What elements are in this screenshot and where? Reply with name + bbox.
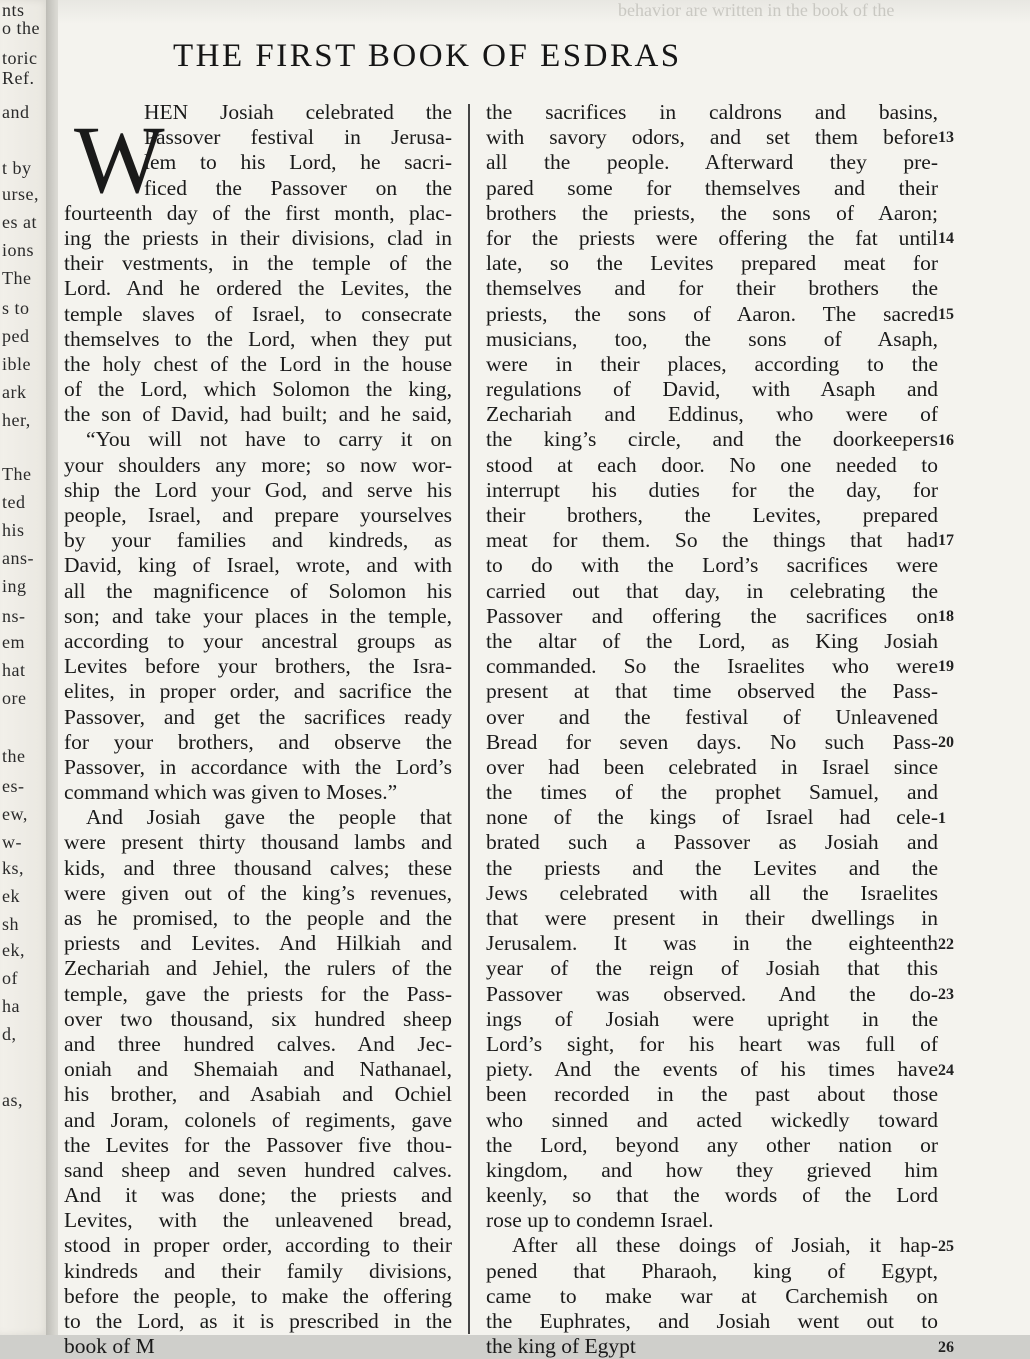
facing-page-edge bbox=[0, 0, 50, 1335]
text-line: temple, gave the priests for the Pass- bbox=[64, 981, 452, 1006]
text-line: kids, and three thousand calves; these bbox=[64, 855, 452, 880]
verse-number: 13 bbox=[938, 129, 954, 147]
facing-page-fragment: ped bbox=[2, 326, 30, 346]
text-line: late, so the Levites prepared meat for bbox=[486, 251, 938, 276]
facing-page-fragment: t by bbox=[2, 158, 32, 178]
text-line: with savory odors, and set them before bbox=[486, 125, 938, 150]
facing-page-fragment: The bbox=[2, 268, 32, 288]
text-line: all the magnificence of Solomon his bbox=[64, 578, 452, 603]
facing-page-fragment: ans- bbox=[2, 548, 34, 568]
text-line: that were present in their dwellings in bbox=[486, 906, 938, 930]
text-line: Passover, in accordance with the Lord’s bbox=[64, 754, 452, 779]
facing-page-fragment: Ref. bbox=[2, 68, 35, 88]
facing-page-fragment: ha bbox=[2, 996, 20, 1016]
text-line: to do with the Lord’s sacrifices were bbox=[486, 553, 938, 578]
verse-number: 14 bbox=[938, 230, 954, 247]
text-line: ship the Lord your God, and serve his bbox=[64, 477, 452, 502]
facing-page-fragment: es at bbox=[2, 212, 37, 232]
verse-number: 15 bbox=[938, 305, 954, 323]
left-column bbox=[64, 100, 452, 1359]
text-line: came to make war at Carchemish on bbox=[486, 1283, 938, 1308]
text-line: Zechariah and Jehiel, the rulers of the bbox=[64, 956, 452, 981]
text-line: elites, in proper order, and sacrifice the bbox=[64, 679, 452, 704]
facing-page-fragment: ark bbox=[2, 382, 27, 402]
text-line: pened that Pharaoh, king of Egypt, bbox=[486, 1258, 938, 1283]
text-line: were in their places, according to the bbox=[486, 351, 938, 376]
text-line: the Euphrates, and Josiah went out to bbox=[486, 1309, 938, 1333]
text-line: Jerusalem. It was in the eighteenth bbox=[486, 931, 938, 956]
book-page bbox=[58, 0, 1030, 1359]
text-line: brated such a Passover as Josiah and bbox=[486, 830, 938, 855]
verse-number: 20 bbox=[938, 734, 954, 751]
text-line: their vestments, in the temple of the bbox=[64, 251, 452, 276]
text-line: kingdom, and how they grieved him bbox=[486, 1157, 938, 1182]
facing-page-fragment: ns- bbox=[2, 606, 26, 626]
text-line: for your brothers, and observe the bbox=[64, 729, 452, 754]
text-line: piety. And the events of his times have bbox=[486, 1057, 938, 1082]
facing-page-fragment: ek bbox=[2, 886, 20, 906]
text-line: the king’s circle, and the doorkeepers bbox=[486, 427, 938, 452]
verse-number: 16 bbox=[938, 431, 954, 449]
facing-page-fragment: d, bbox=[2, 1024, 17, 1044]
text-line: for the priests were offering the fat until bbox=[486, 225, 938, 250]
text-line: book of M bbox=[64, 1334, 155, 1359]
text-line: David, king of Israel, wrote, and with bbox=[64, 553, 452, 578]
text-line: temple slaves of Israel, to consecrate bbox=[64, 301, 452, 326]
text-line: commanded. So the Israelites who were bbox=[486, 654, 938, 679]
text-line: the Lord, beyond any other nation or bbox=[486, 1132, 938, 1157]
facing-page-fragment: sh bbox=[2, 914, 20, 934]
text-line: son; and take your places in the temple, bbox=[64, 603, 452, 628]
drop-cap: W bbox=[74, 106, 165, 213]
verse-number: 19 bbox=[938, 658, 954, 676]
verse-number: 25 bbox=[938, 1238, 954, 1255]
text-line: and Joram, colonels of regiments, gave bbox=[64, 1107, 452, 1132]
text-line: And it was done; the priests and bbox=[64, 1183, 452, 1208]
text-line: pared some for themselves and their bbox=[486, 175, 938, 200]
text-line: their brothers, the Levites, prepared bbox=[486, 503, 938, 527]
facing-page-fragment: o the bbox=[2, 18, 40, 38]
text-line: of the Lord, which Solomon the king, bbox=[64, 377, 452, 402]
text-line: the altar of the Lord, as King Josiah bbox=[486, 628, 938, 653]
text-line: After all these doings of Josiah, it hap- bbox=[512, 1233, 938, 1258]
text-line: Jews celebrated with all the Israelites bbox=[486, 880, 938, 905]
text-line: kindreds and their family divisions, bbox=[64, 1258, 452, 1283]
bleed-through-fragment: behavior are written in the book of the bbox=[618, 0, 895, 20]
facing-page-fragment: nts bbox=[2, 0, 25, 20]
text-line: carried out that day, in celebrating the bbox=[486, 578, 938, 603]
text-line: priests and Levites. And Hilkiah and bbox=[64, 931, 452, 956]
text-line: keenly, so that the words of the Lord bbox=[486, 1183, 938, 1208]
facing-page-fragment: ted bbox=[2, 492, 26, 512]
right-column bbox=[486, 100, 938, 1359]
verse-number: 17 bbox=[938, 532, 954, 550]
text-line: the sacrifices in caldrons and basins, bbox=[486, 100, 938, 124]
text-line: were present thirty thousand lambs and bbox=[64, 830, 452, 855]
text-line: were given out of the king’s revenues, bbox=[64, 880, 452, 905]
text-line: regulations of David, with Asaph and bbox=[486, 377, 938, 402]
text-line: brothers the priests, the sons of Aaron; bbox=[486, 200, 938, 225]
text-line: Bread for seven days. No such Pass- bbox=[486, 729, 938, 754]
facing-page-fragment: s to bbox=[2, 298, 30, 318]
facing-page-fragment: hat bbox=[2, 660, 26, 680]
text-line: year of the reign of Josiah that this bbox=[486, 956, 938, 981]
text-line: Lord’s sight, for his heart was full of bbox=[486, 1031, 938, 1056]
facing-page-fragment: the bbox=[2, 746, 26, 766]
facing-page-fragment: her, bbox=[2, 410, 31, 430]
text-line: Passover was observed. And the do- bbox=[486, 981, 938, 1006]
facing-page-fragment: ible bbox=[2, 354, 31, 374]
text-line: been recorded in the past about those bbox=[486, 1082, 938, 1107]
facing-page-fragment: w- bbox=[2, 832, 22, 852]
text-line: stood at each door. No one needed to bbox=[486, 452, 938, 477]
text-line: Lord. And he ordered the Levites, the bbox=[64, 276, 452, 301]
text-line: his brother, and Asabiah and Ochiel bbox=[64, 1082, 452, 1107]
verse-number: 1 bbox=[938, 809, 946, 827]
text-line: command which was given to Moses.” bbox=[64, 780, 398, 805]
facing-page-fragment: es- bbox=[2, 776, 25, 796]
text-line: and three hundred calves. And Jec- bbox=[64, 1031, 452, 1056]
text-line: HEN Josiah celebrated the bbox=[144, 100, 452, 124]
text-line: Passover, and get the sacrifices ready bbox=[64, 704, 452, 729]
facing-page-fragment: toric bbox=[2, 48, 38, 68]
facing-page-fragment: as, bbox=[2, 1090, 23, 1110]
text-line: stood in proper order, according to their bbox=[64, 1233, 452, 1258]
text-line: interrupt his duties for the day, for bbox=[486, 477, 938, 502]
text-line: present at that time observed the Pass- bbox=[486, 679, 938, 704]
text-line: ing the priests in their divisions, clad in bbox=[64, 225, 452, 250]
text-line: rose up to condemn Israel. bbox=[486, 1208, 714, 1233]
text-line: priests, the sons of Aaron. The sacred bbox=[486, 301, 938, 326]
facing-page-fragment: ing bbox=[2, 576, 27, 596]
bleed-through-text bbox=[58, 0, 1030, 24]
facing-page-fragment: and bbox=[2, 102, 30, 122]
facing-page-fragment: ore bbox=[2, 688, 27, 708]
text-line: ficed the Passover on the bbox=[144, 175, 452, 200]
verse-number: 22 bbox=[938, 935, 954, 953]
text-line: And Josiah gave the people that bbox=[86, 805, 452, 830]
text-line: musicians, too, the sons of Asaph, bbox=[486, 326, 938, 351]
text-line: all the people. Afterward they pre- bbox=[486, 150, 938, 175]
text-line: over two thousand, six hundred sheep bbox=[64, 1006, 452, 1031]
text-line: as he promised, to the people and the bbox=[64, 906, 452, 930]
verse-number: 26 bbox=[938, 1338, 954, 1356]
text-line: over had been celebrated in Israel since bbox=[486, 754, 938, 779]
text-line: lem to his Lord, he sacri- bbox=[144, 150, 452, 175]
text-line: by your families and kindreds, as bbox=[64, 528, 452, 553]
text-line: Passover and offering the sacrifices on bbox=[486, 603, 938, 628]
text-line: the priests and the Levites and the bbox=[486, 855, 938, 880]
text-line: oniah and Shemaiah and Nathanael, bbox=[64, 1057, 452, 1082]
text-line: to the Lord, as it is prescribed in the bbox=[64, 1309, 452, 1333]
facing-page-fragment: The bbox=[2, 464, 32, 484]
text-line: the holy chest of the Lord in the house bbox=[64, 351, 452, 376]
facing-page-fragment: em bbox=[2, 632, 25, 652]
verse-number: 24 bbox=[938, 1061, 954, 1079]
text-line: themselves to the Lord, when they put bbox=[64, 326, 452, 351]
text-line: who sinned and acted wickedly toward bbox=[486, 1107, 938, 1132]
text-line: fourteenth day of the first month, plac- bbox=[64, 200, 452, 225]
facing-page-fragment: ek, bbox=[2, 940, 25, 960]
facing-page-fragment: his bbox=[2, 520, 25, 540]
text-line: the son of David, had built; and he said, bbox=[64, 402, 452, 427]
text-line: ings of Josiah were upright in the bbox=[486, 1006, 938, 1031]
text-line: themselves and for their brothers the bbox=[486, 276, 938, 301]
verse-number: 23 bbox=[938, 986, 954, 1003]
text-line: the times of the prophet Samuel, and bbox=[486, 780, 938, 805]
text-line: meat for them. So the things that had bbox=[486, 528, 938, 553]
facing-page-fragment: ks, bbox=[2, 858, 25, 878]
text-line: according to your ancestral groups as bbox=[64, 628, 452, 653]
text-line: Levites, with the unleavened bread, bbox=[64, 1208, 452, 1233]
facing-page-fragment: ew, bbox=[2, 804, 28, 824]
text-line: your shoulders any more; so now wor- bbox=[64, 452, 452, 477]
facing-page-fragment: of bbox=[2, 968, 18, 988]
verse-number: 18 bbox=[938, 608, 954, 625]
text-line: Zechariah and Eddinus, who were of bbox=[486, 402, 938, 427]
text-line: “You will not have to carry it on bbox=[86, 427, 452, 452]
text-line: before the people, to make the offering bbox=[64, 1283, 452, 1308]
text-line: the Levites for the Passover five thou- bbox=[64, 1132, 452, 1157]
page-title: THE FIRST BOOK OF ESDRAS bbox=[173, 38, 682, 74]
text-line: the king of Egypt bbox=[486, 1334, 636, 1359]
text-line: Passover festival in Jerusa- bbox=[144, 125, 452, 150]
facing-page-fragment: urse, bbox=[2, 184, 39, 204]
text-line: people, Israel, and prepare yourselves bbox=[64, 503, 452, 527]
text-line: none of the kings of Israel had cele- bbox=[486, 805, 938, 830]
column-rule bbox=[468, 104, 470, 1334]
facing-page-fragment: ions bbox=[2, 240, 35, 260]
text-line: over and the festival of Unleavened bbox=[486, 704, 938, 729]
text-line: Levites before your brothers, the Isra- bbox=[64, 654, 452, 679]
text-line: sand sheep and seven hundred calves. bbox=[64, 1157, 452, 1182]
